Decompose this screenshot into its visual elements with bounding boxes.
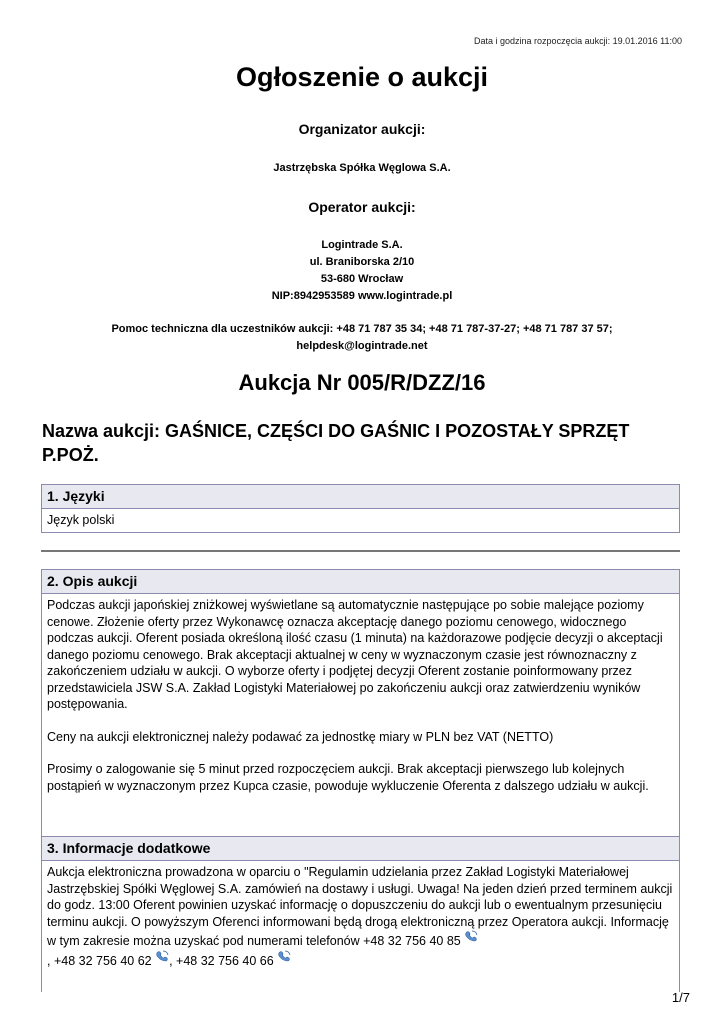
operator-city: 53-680 Wrocław (320, 273, 404, 285)
operator-street: ul. Braniborska 2/10 (309, 256, 415, 268)
additional-info-text: Aukcja elektroniczna prowadzona w oparciu o "Regulamin udzielania przez Zakład Logistyki Materiałowej Jastrzębskiej Spółki Węglowej S.A. zamówień na dostawy i usługi. Uwaga! Na jeden dzień przed terminem aukcji do godz. 13:00 Oferent powinien uzyskać informację o dopuszczeniu do aukcji lub o ewentualnym przesunięciu terminu aukcji. O powyższym Oferenci informowani będą drogą elektroniczną przez Operatora aukcji. Informację w tym zakresie można uzyskać pod numerami telefonów +48 32 756 40 85 (47, 865, 673, 948)
description-paragraph: Podczas aukcji japońskiej zniżkowej wyświetlane są automatycznie następujące po sobie malejące poziomy cenowe. Złożenie oferty przez Wykonawcę oznacza akceptację danego poziomu cenowego, widocznego podczas aukcji. Oferent posiada określoną ilość czasu (1 minuta) na każdorazowe podjęcie decyzji o akceptacji danego poziomu cenowego. Brak akceptacji aktualnej w ceny w wyznaczonym czasie jest równoznaczny z zakończeniem udziału w aukcji. O wyborze oferty i podjętej decyzji Oferent zostanie poinformowany przez przedstawiciela JSW S.A. Zakład Logistyki Materiałowej po zakończeniu aukcji oraz zatwierdzeniu wyników postępowania. (47, 598, 663, 711)
section-additional-body (42, 861, 679, 972)
divider (41, 550, 680, 552)
auction-start-datetime: Data i godzina rozpoczęcia aukcji: 19.01.2016 11:00 (474, 36, 682, 46)
support-phones: Pomoc techniczna dla uczestników aukcji: +48 71 787 35 34; +48 71 787-37-27; +48 71 787 37 57; (111, 323, 613, 335)
phone-call-icon[interactable] (464, 930, 478, 942)
section-description-body (42, 594, 679, 797)
page-title: Ogłoszenie o aukcji (235, 62, 489, 92)
phone-call-icon[interactable] (155, 950, 169, 962)
section-languages-title: 1. Języki (42, 485, 679, 509)
section-additional-title: 3. Informacje dodatkowe (42, 837, 679, 861)
description-paragraph: Prosimy o zalogowanie się 5 minut przed rozpoczęciem aukcji. Brak akceptacji pierwszego lub kolejnych postąpień w wyznaczonym przez Kupca czasie, powoduje wykluczenie Oferenta z dalszego udziału w aukcji. (47, 762, 649, 793)
phone-call-icon[interactable] (277, 950, 291, 962)
operator-nip-web: NIP:8942953589 www.logintrade.pl (271, 290, 453, 302)
section-description (41, 569, 680, 837)
operator-name: Logintrade S.A. (321, 239, 403, 251)
page-number: 1/7 (671, 990, 690, 1005)
technical-support (0, 321, 724, 355)
support-email: helpdesk@logintrade.net (296, 340, 428, 352)
operator-details (0, 237, 724, 305)
operator-heading: Operator aukcji: (308, 199, 416, 215)
section-languages-body: Język polski (47, 513, 115, 527)
section-description-title: 2. Opis aukcji (42, 570, 679, 594)
description-paragraph: Ceny na aukcji elektronicznej należy podawać za jednostkę miary w PLN bez VAT (NETTO) (47, 729, 554, 744)
organizer-name: Jastrzębska Spółka Węglowa S.A. (273, 162, 451, 174)
auction-number: Aukcja Nr 005/R/DZZ/16 (238, 370, 486, 395)
section-languages (41, 484, 680, 533)
additional-phone-3: , +48 32 756 40 66 (169, 953, 274, 968)
section-additional-info (41, 836, 680, 992)
additional-phone-2: , +48 32 756 40 62 (47, 953, 152, 968)
auction-name: Nazwa aukcji: GAŚNICE, CZĘŚCI DO GAŚNIC I POZOSTAŁY SPRZĘT P.POŻ. (42, 421, 630, 465)
organizer-heading: Organizator aukcji: (298, 121, 426, 137)
